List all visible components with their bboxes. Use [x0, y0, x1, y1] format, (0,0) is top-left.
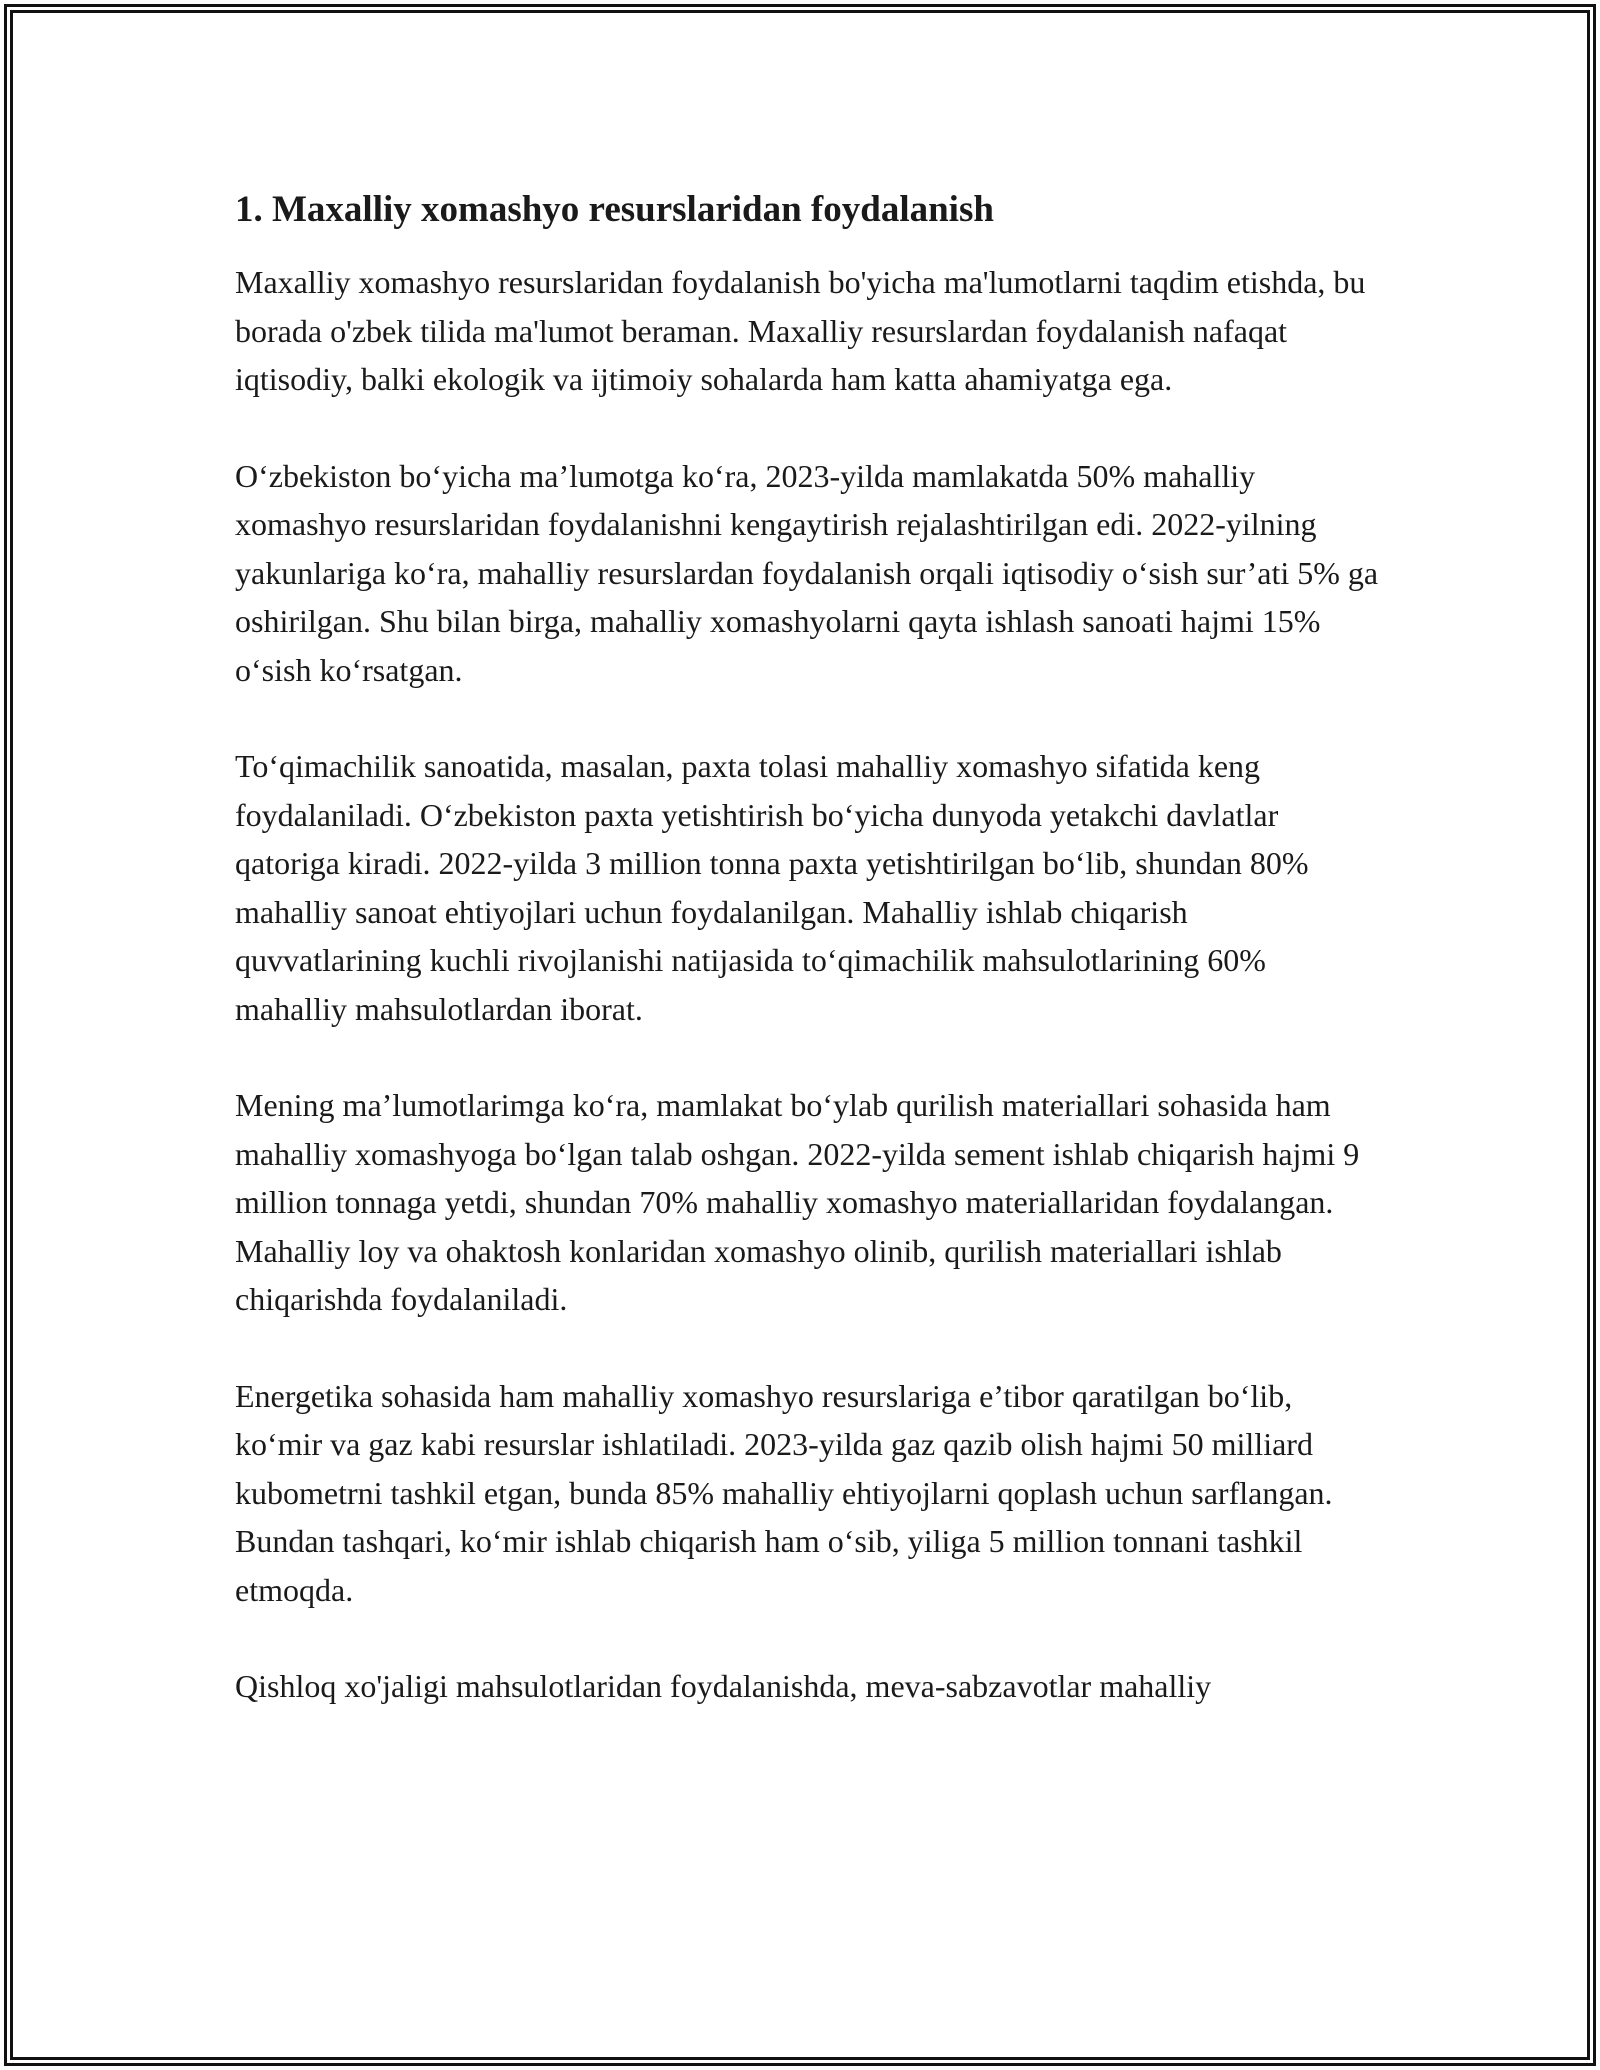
paragraph-1: Maxalliy xomashyo resurslaridan foydalanish bo'yicha ma'lumotlarni taqdim etishda, bu borada o'zbek tilida ma'lumot beraman. Maxalliy resurslardan foydalanish nafaqat iqtisodiy, balki ekologik va ijtimoiy sohalarda ham katta ahamiyatga ega.: [235, 264, 1366, 397]
section-heading: 1. Maxalliy xomashyo resurslaridan foydalanish: [235, 189, 994, 230]
document-body: [235, 188, 1380, 1759]
paragraph-2: O‘zbekiston bo‘yicha ma’lumotga ko‘ra, 2023-yilda mamlakatda 50% mahalliy xomashyo resurslaridan foydalanishni kengaytirish rejalashtirilgan edi. 2022-yilning yakunlariga ko‘ra, mahalliy resurslardan foydalanish orqali iqtisodiy o‘sish sur’ati 5% ga oshirilgan. Shu bilan birga, mahalliy xomashyolarni qayta ishlash sanoati hajmi 15% o‘sish ko‘rsatgan.: [235, 457, 1379, 688]
paragraph-3: To‘qimachilik sanoatida, masalan, paxta tolasi mahalliy xomashyo sifatida keng foydalaniladi. O‘zbekiston paxta yetishtirish bo‘yicha dunyoda yetakchi davlatlar qatoriga kiradi. 2022-yilda 3 million tonna paxta yetishtirilgan bo‘lib, shundan 80% mahalliy sanoat ehtiyojlari uchun foydalanilgan. Mahalliy ishlab chiqarish quvvatlarining kuchli rivojlanishi natijasida to‘qimachilik mahsulotlarining 60% mahalliy mahsulotlardan iborat.: [235, 748, 1309, 1027]
paragraph-4: Mening ma’lumotlarimga ko‘ra, mamlakat bo‘ylab qurilish materiallari sohasida ham mahalliy xomashyoga bo‘lgan talab oshgan. 2022-yilda sement ishlab chiqarish hajmi 9 million tonnaga yetdi, shundan 70% mahalliy xomashyo materiallaridan foydalangan. Mahalliy loy va ohaktosh konlaridan xomashyo olinib, qurilish materiallari ishlab chiqarishda foydalaniladi.: [235, 1087, 1360, 1317]
paragraph-6: Qishloq xo'jaligi mahsulotlaridan foydalanishda, meva-sabzavotlar mahalliy: [235, 1668, 1212, 1704]
paragraph-5: Energetika sohasida ham mahalliy xomashyo resurslariga e’tibor qaratilgan bo‘lib, ko‘mir va gaz kabi resurslar ishlatiladi. 2023-yilda gaz qazib olish hajmi 50 milliard kubometrni tashkil etgan, bunda 85% mahalliy ehtiyojlarni qoplash uchun sarflangan. Bundan tashqari, ko‘mir ishlab chiqarish ham o‘sib, yiliga 5 million tonnani tashkil etmoqda.: [235, 1377, 1333, 1608]
